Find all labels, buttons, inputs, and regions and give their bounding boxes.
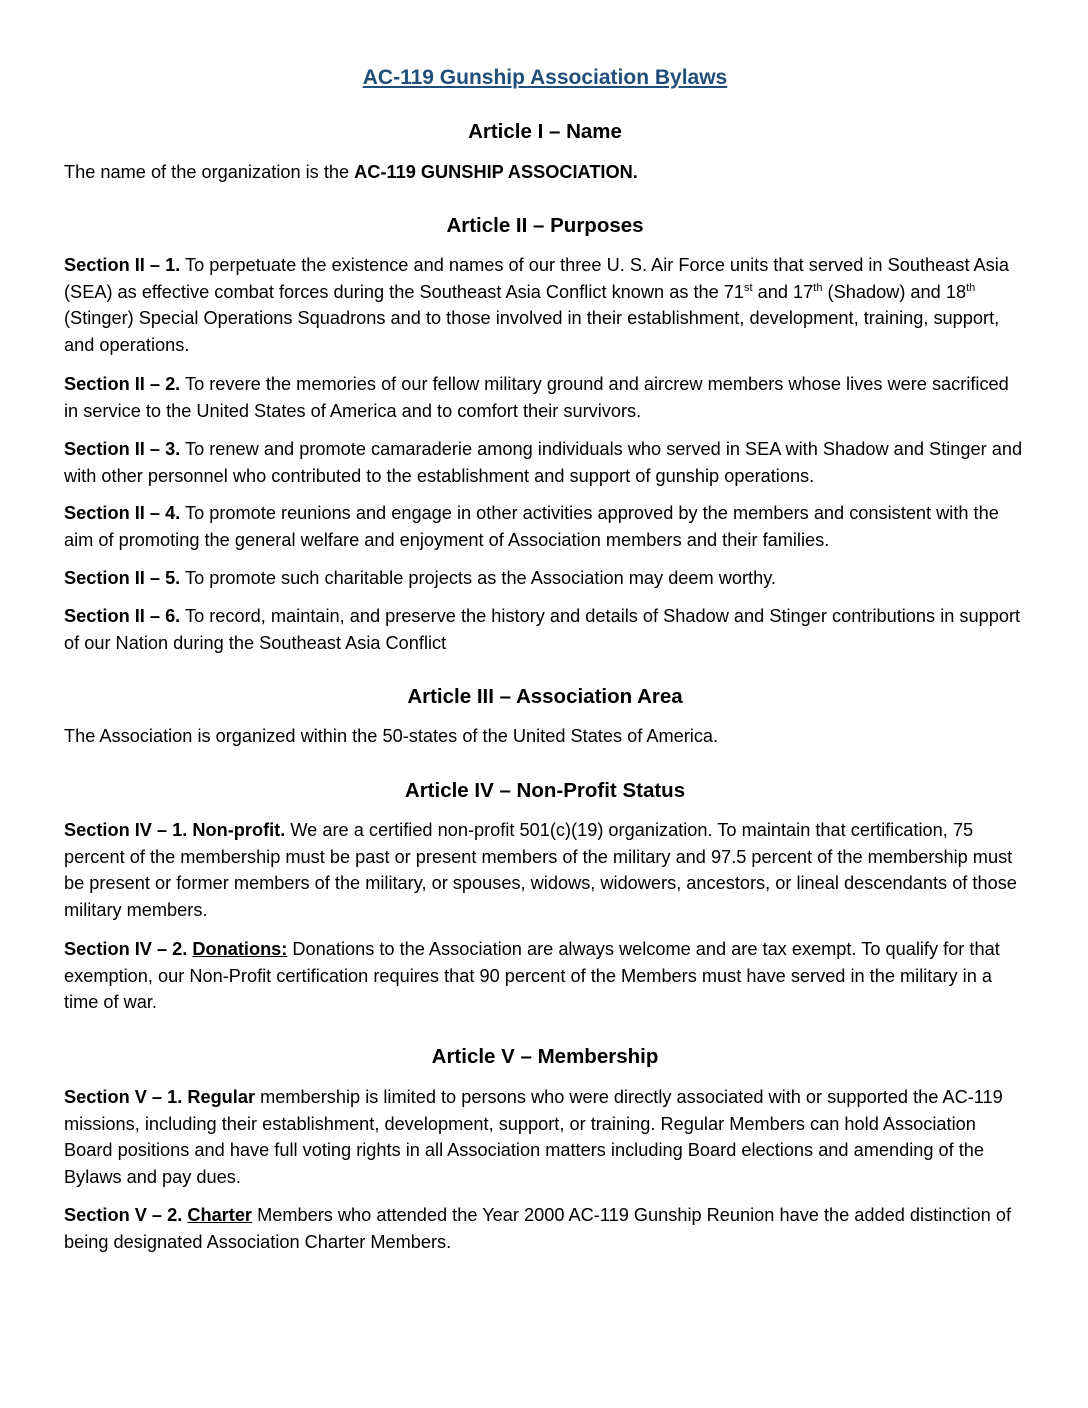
- article-3-heading: Article III – Association Area: [407, 685, 683, 708]
- section-4-2-text: Donations to the Association are always welcome and are tax exempt. To qualify for that exemption, our Non-Profit certification requires that 90 percent of the Members must have served in the military in a time of war.: [64, 939, 1000, 1013]
- organization-name: AC-119 GUNSHIP ASSOCIATION.: [354, 162, 638, 182]
- section-2-2-label: Section II – 2.: [64, 374, 181, 394]
- charter-term: Charter: [187, 1205, 253, 1225]
- section-5-2: [64, 1202, 1026, 1255]
- section-2-1-text-b: and 17: [752, 281, 814, 302]
- section-2-1-label: Section II – 1.: [64, 255, 181, 275]
- section-4-2: [64, 936, 1026, 1016]
- section-2-1-text-a: To perpetuate the existence and names of our three U. S. Air Force units that served in Southeast Asia (SEA) as effective combat forces during the Southeast Asia Conflict known as the 71: [64, 255, 1009, 302]
- document-title: AC-119 Gunship Association Bylaws: [362, 66, 728, 89]
- article-5-heading: Article V – Membership: [431, 1045, 659, 1068]
- section-5-1-text: membership is limited to persons who were directly associated with or supported the AC-119 missions, including their establishment, development, support, or training. Regular Members can hold Association Board positions and have full voting rights in all Association matters including Board elections and amending of the Bylaws and pay dues.: [64, 1087, 1003, 1188]
- section-2-6: [64, 603, 1026, 656]
- article-3-text: The Association is organized within the 50-states of the United States of America.: [64, 726, 719, 746]
- article-1-heading: Article I – Name: [468, 120, 622, 143]
- section-5-1-label: Section V – 1. Regular: [64, 1087, 256, 1107]
- article-2-heading: Article II – Purposes: [446, 214, 644, 237]
- section-2-6-text: To record, maintain, and preserve the history and details of Shadow and Stinger contributions in support of our Nation during the Southeast Asia Conflict: [64, 606, 1021, 653]
- section-2-5-text: To promote such charitable projects as the Association may deem worthy.: [180, 568, 777, 588]
- article-4-heading: Article IV – Non-Profit Status: [404, 779, 686, 802]
- section-2-1-text-d: (Stinger) Special Operations Squadrons and to those involved in their establishment, development, training, support, and operations.: [64, 308, 1000, 356]
- section-4-2-label: Section IV – 2.: [64, 939, 193, 959]
- article-1-text: [64, 159, 1026, 186]
- section-2-2: [64, 371, 1026, 424]
- section-2-1-text-c: (Shadow) and 18: [822, 281, 967, 302]
- donations-term: Donations:: [192, 939, 288, 959]
- section-2-3: [64, 436, 1026, 489]
- section-2-2-text: To revere the memories of our fellow military ground and aircrew members whose lives were sacrificed in service to the United States of America and to comfort their survivors.: [64, 374, 1009, 421]
- section-4-1-label: Section IV – 1. Non-profit.: [64, 820, 286, 840]
- section-2-1-sup-c: th: [966, 281, 976, 294]
- section-2-1: [64, 252, 1026, 359]
- section-2-4-text: To promote reunions and engage in other activities approved by the members and consistent with the aim of promoting the general welfare and enjoyment of Association members and their families.: [64, 503, 999, 550]
- section-5-1: [64, 1084, 1026, 1191]
- section-2-6-label: Section II – 6.: [64, 606, 181, 626]
- section-4-1-text: We are a certified non-profit 501(c)(19) organization. To maintain that certification, 75 percent of the membership must be past or present members of the military and 97.5 percent of the membership must be present or former members of the military, or spouses, widows, widowers, ancestors, or lineal descendants of those military members.: [64, 820, 1017, 921]
- section-5-2-text: Members who attended the Year 2000 AC-119 Gunship Reunion have the added distinction of being designated Association Charter Members.: [64, 1205, 1012, 1252]
- section-2-4: [64, 500, 1026, 553]
- section-2-5: [64, 565, 1026, 592]
- section-2-3-text: To renew and promote camaraderie among individuals who served in SEA with Shadow and Stinger and with other personnel who contributed to the establishment and support of gunship operations.: [64, 439, 1023, 486]
- section-2-1-sup-b: th: [813, 281, 823, 294]
- article-1-text-lead: The name of the organization is the: [64, 162, 355, 182]
- section-2-3-label: Section II – 3.: [64, 439, 181, 459]
- section-4-1: [64, 817, 1026, 924]
- section-2-4-label: Section II – 4.: [64, 503, 181, 523]
- section-2-1-sup-a: st: [744, 281, 753, 294]
- section-2-5-label: Section II – 5.: [64, 568, 181, 588]
- section-5-2-label: Section V – 2.: [64, 1205, 188, 1225]
